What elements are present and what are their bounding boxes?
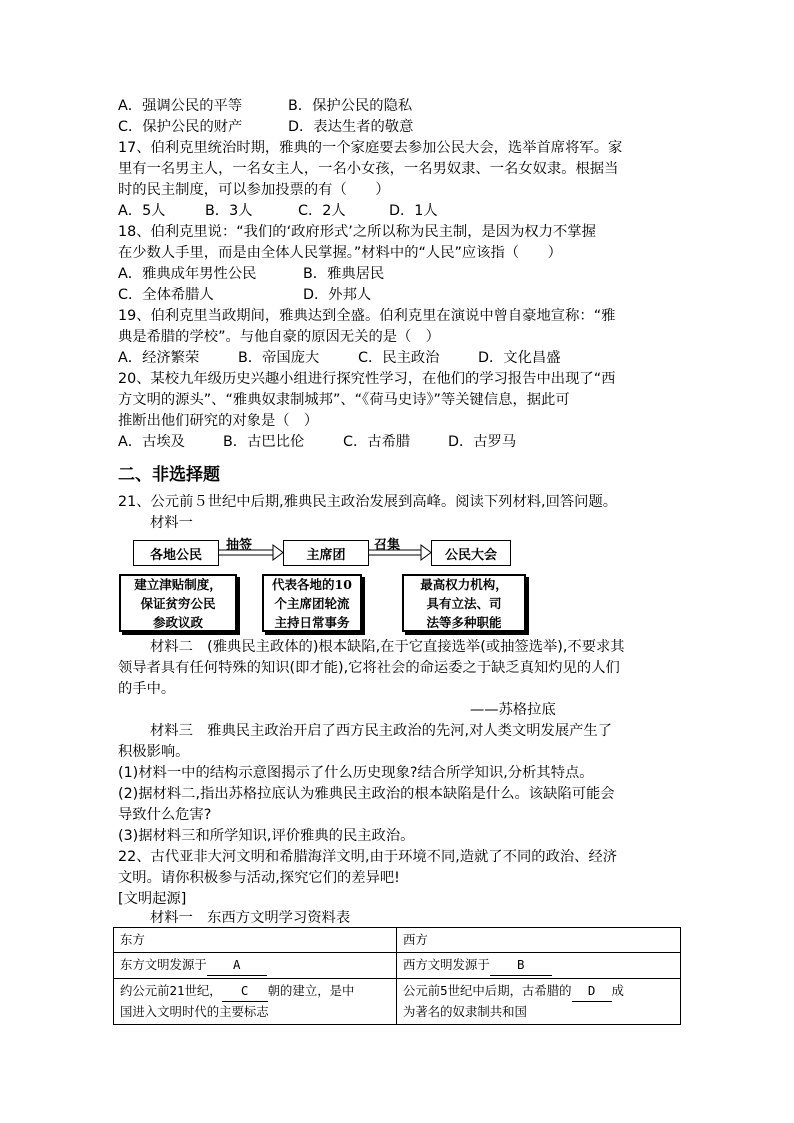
diagram-box-presidium: 主席团	[283, 540, 369, 566]
q21-material1-label: 材料一	[150, 515, 193, 531]
table-head-west: 西方	[397, 928, 681, 953]
q19-option-a[interactable]: A．经济繁荣	[118, 350, 200, 366]
q18-option-d[interactable]: D．外邦人	[303, 287, 372, 303]
q19-option-d[interactable]: D．文化昌盛	[478, 350, 561, 366]
q20-option-c[interactable]: C．古希腊	[343, 434, 411, 450]
q21-question-1: (1)材料一中的结构示意图揭示了什么历史现象?结合所学知识,分析其特点。	[118, 765, 594, 781]
q16-option-d[interactable]: D．表达生者的敬意	[288, 119, 414, 135]
q21-material3-line1: 材料三 雅典民主政治开启了西方民主政治的先河,对人类文明发展产生了	[150, 723, 613, 739]
q22-table-title: 材料一 东西方文明学习资料表	[150, 910, 351, 926]
q17-option-b[interactable]: B．3人	[205, 203, 253, 219]
q20-stem-line2: 方文明的源头”、“雅典奴隶制城邦”、“《荷马史诗》”等关键信息，据此可	[118, 392, 570, 408]
diagram-box-citizens: 各地公民	[133, 540, 219, 566]
blank-a[interactable]: A	[207, 955, 267, 976]
q18-stem-line2: 在少数人手里，而是由全体人民掌握。”材料中的“人民”应该指（ ）	[118, 245, 562, 261]
q19-stem-line1: 19、伯利克里当政期间，雅典达到全盛。伯利克里在演说中曾自豪地宣称：“雅	[118, 308, 616, 324]
diagram-arrow-label-convene: 召集	[374, 538, 401, 553]
q21-question-2-line1: (2)据材料二,指出苏格拉底认为雅典民主政治的根本缺陷是什么。该缺陷可能会	[118, 786, 615, 802]
q17-option-a[interactable]: A．5人	[118, 203, 166, 219]
diagram-desc-rotation: 代表各地的10 个主席团轮流 主持日常事务	[262, 574, 362, 632]
arrow-lot-icon	[219, 545, 283, 560]
q22-section-label: [文明起源]	[118, 891, 187, 907]
table-cell-west-origin: 西方文明发源于 B	[397, 953, 681, 979]
blank-c[interactable]: C	[222, 981, 268, 1002]
table-cell-east-origin: 东方文明发源于 A	[114, 953, 397, 979]
q20-option-b[interactable]: B．古巴比伦	[223, 434, 305, 450]
q20-stem-line3: 推断出他们研究的对象是（ ）	[118, 413, 319, 429]
q16-option-c[interactable]: C．保护公民的财产	[118, 119, 243, 135]
table-row	[114, 928, 681, 953]
q20-stem-line1: 20、某校九年级历史兴趣小组进行探究性学习，在他们的学习报告中出现了“西	[118, 371, 616, 387]
q19-option-c[interactable]: C．民主政治	[358, 350, 440, 366]
q18-option-c[interactable]: C．全体希腊人	[118, 287, 214, 303]
table-cell-east-dynasty: 约公元前21世纪， C 朝的建立，是中 国进入文明时代的主要标志	[114, 979, 397, 1025]
q21-material2-source: ——苏格拉底	[470, 702, 556, 718]
diagram-arrow-label-lot: 抽签	[226, 538, 253, 553]
q18-option-a[interactable]: A．雅典成年男性公民	[118, 266, 257, 282]
q16-option-b[interactable]: B．保护公民的隐私	[288, 98, 413, 114]
q21-intro: 21、公元前５世纪中后期,雅典民主政治发展到高峰。阅读下列材料,回答问题。	[118, 494, 618, 510]
q17-option-d[interactable]: D．1人	[389, 203, 438, 219]
table-cell-west-republic: 公元前5世纪中后期，古希腊的 D 成 为著名的奴隶制共和国	[397, 979, 681, 1025]
section-title-non-choice: 二、非选择题	[118, 465, 220, 485]
table-head-east: 东方	[114, 928, 397, 953]
table-row	[114, 953, 681, 979]
q18-option-b[interactable]: B．雅典居民	[303, 266, 385, 282]
blank-b[interactable]: B	[490, 955, 552, 976]
diagram-desc-subsidy: 建立津贴制度， 保证贫穷公民 参政议政	[119, 574, 237, 632]
q22-material-table	[113, 927, 681, 1025]
q17-stem-line2: 里有一名男主人，一名女主人，一名小女孩，一名男奴隶、一名女奴隶。根据当	[118, 161, 619, 177]
q21-material2-line1: 材料二 (雅典民主政体的)根本缺陷,在于它直接选举(或抽签选举),不要求其	[150, 639, 625, 655]
table-row	[114, 979, 681, 1025]
q19-stem-line2: 典是希腊的学校”。与他自豪的原因无关的是（ ）	[118, 329, 440, 345]
q22-stem-line2: 文明。请你积极参与活动,探究它们的差异吧!	[118, 870, 400, 886]
q17-stem-line1: 17、伯利克里统治时期，雅典的一个家庭要去参加公民大会，选举首席将军。家	[118, 140, 623, 156]
q20-option-a[interactable]: A．古埃及	[118, 434, 185, 450]
q17-option-c[interactable]: C．2人	[298, 203, 346, 219]
q21-question-2-line2: 导致什么危害?	[118, 807, 212, 823]
diagram-desc-authority: 最高权力机构， 具有立法、司 法等多种职能	[402, 574, 526, 632]
arrow-convene-icon	[369, 545, 431, 560]
diagram-box-assembly: 公民大会	[431, 540, 511, 566]
q21-material2-line3: 的手中。	[118, 681, 176, 697]
q20-option-d[interactable]: D．古罗马	[448, 434, 517, 450]
q21-material2-line2: 领导者具有任何特殊的知识(即才能),它将社会的命运委之于缺乏真知灼见的人们	[118, 660, 620, 676]
blank-d[interactable]: D	[572, 981, 612, 1002]
q21-question-3: (3)据材料三和所学知识,评价雅典的民主政治。	[118, 828, 415, 844]
q18-stem-line1: 18、伯利克里说：“我们的‘政府形式’之所以称为民主制，是因为权力不掌握	[118, 224, 596, 240]
q16-option-a[interactable]: A．强调公民的平等	[118, 98, 243, 114]
q17-stem-line3: 时的民主制度，可以参加投票的有（ ）	[118, 182, 390, 198]
q19-option-b[interactable]: B．帝国庞大	[238, 350, 320, 366]
q21-material3-line2: 积极影响。	[118, 744, 190, 760]
q22-stem-line1: 22、古代亚非大河文明和希腊海洋文明,由于环境不同,造就了不同的政治、经济	[118, 849, 618, 865]
